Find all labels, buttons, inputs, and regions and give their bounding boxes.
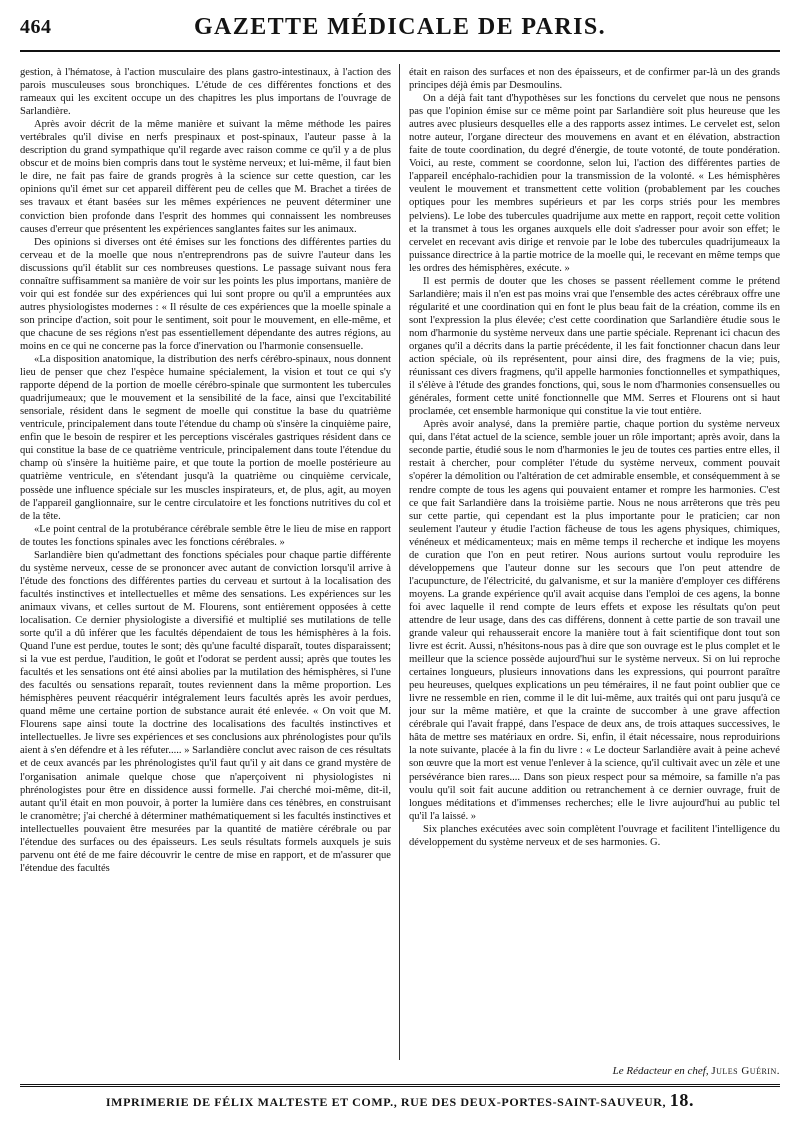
paragraph: Après avoir décrit de la même manière et suivant la même méthode les paires vertébrales qu'il divise en nerfs prespinaux et post-spinaux, l'auteur passe à la description du grand sympathique qu'il regarde avec raison comme ce qu'il y a de plus obscur et de moins bien compris dans tout le système nerveux; et lui-même, il faut bien le dire, ne fait pas faire de grands progrès à la science sur cette question, car les opinions qu'il émet sur cet appareil diffèrent peu de celles que M. Brachet a tirées de ses travaux et étant basées sur les mêmes expériences ne peuvent déterminer une conviction bien profonde dans l'esprit des hommes qui connaissent les nombreuses causes d'erreur que présentent les expériences sanglantes faites sur les animaux. bbox=[20, 119, 391, 235]
page-number: 464 bbox=[20, 16, 52, 38]
paragraph: gestion, à l'hématose, à l'action musculaire des plans gastro-intestinaux, à l'action des parois musculeuses sous bronchiques. L'étude de ces différentes fonctions et des rameaux qui les excitent occupe un des chapitres les plus importans de l'ouvrage de Sarlandière. bbox=[20, 67, 391, 118]
paragraph: Après avoir analysé, dans la première partie, chaque portion du système nerveux qui, dans l'état actuel de la science, semble jouer un rôle important; après avoir, dans la seconde partie, étudié sous le nom d'harmonies le jeu de toutes ces parties entre elles, il restait à chercher, pour compléter l'étude du système nerveux, comment pouvait s'opérer la démolition ou l'altération de cet admirable ensemble, et conséquemment à se rendre compte de tous les agens qui pouvaient entamer et rompre les harmonies. C'est ce que fait Sarlandière dans la troisième partie. Nous ne nous arrêterons que très peu sur cette partie, qui cependant est la plus importante pour le praticien; car non seulement l'auteur y étudie l'action fâcheuse de tous les agens physiques, chimiques, vénéneux et médicamenteux; mais en même temps il recherche et indique les moyens de curation que l'on en peut retirer. Nous aurions surtout voulu reproduire les développemens que l'auteur donne sur les secours que l'on peut attendre de l'acupuncture, de l'électricité, du galvanisme, et sur la manière d'employer ces différens moyens. La grande expérience qu'il avait acquise dans l'emploi de ces agens, la bonne foi avec laquelle il rend compte de leurs effets et expose les résultats qu'on peut attendre de leur usage, dans des cas différens, donnent à cette partie de son travail une grande valeur qui rehausserait encore la manière tout à fait scientifique dont tout son livre est écrit. Aussi, n'hésitons-nous pas à dire que son ouvrage est le plus complet et le meilleur que la science possède aujourd'hui sur le système nerveux. Si on lui reproche certaines longueurs, plusieurs innovations dans les expressions, qui pourront paraître peu heureuses, quelques explications un peu téméraires, il ne faut point oublier que ce livre ne ressemble en rien, comme il le dit lui-même, aux traités qui ont paru jusqu'à ce jour sur la même matière, et que la crainte de succomber à une grave affection cérébrale qui l'avait frappé, dans l'espace de deux ans, de trois attaques successives, le hâta de mettre ses matériaux en ordre. Si, enfin, il était nécessaire, nous reproduirions la note suivante, placée à la fin du livre : « Le docteur Sarlandière avait à peine achevé son œuvre que la mort est venue l'enlever à la science, qu'il cultivait avec un zèle et une persévérance bien rares.... Dans son pieux respect pour sa mémoire, sa famille n'a pas voulu qu'il soit fait aucune addition ou retranchement à ce dernier ouvrage, fruit de longues méditations et d'immenses recherches; elle le livre aujourd'hui au public tel qu'il l'a laissé. » bbox=[409, 419, 780, 822]
page-header bbox=[20, 14, 780, 52]
paragraph: était en raison des surfaces et non des épaisseurs, et de confirmer par-là un des grands principes déjà émis par Desmoulins. bbox=[409, 67, 780, 92]
signature-name: Jules Guérin. bbox=[711, 1065, 780, 1077]
imprint-text: IMPRIMERIE DE FÉLIX MALTESTE ET COMP., RUE DES DEUX-PORTES-SAINT-SAUVEUR, bbox=[105, 1095, 667, 1109]
right-column bbox=[409, 66, 780, 1061]
column-divider bbox=[399, 64, 400, 1060]
paragraph: Six planches exécutées avec soin complètent l'ouvrage et facilitent l'intelligence du développement du système nerveux et de ses harmonies. G. bbox=[409, 823, 780, 848]
paragraph: Sarlandière bien qu'admettant des fonctions spéciales pour chaque partie différente du système nerveux, cesse de se prononcer avec autant de conviction lorsqu'il arrive à l'étude des fonctions des différentes parties du cerveau et surtout à la localisation des facultés instinctives et intellectuelles et même des sensations. Les expériences sur les animaux vivans, et celles surtout de M. Flourens, sont entièrement opposées à cette localisation. Ce dernier physiologiste a diversifié et multiplié ses mutilations de telle sorte qu'il a dû inférer que les facultés dépendaient de tous les hémisphères à la fois. Quand l'une est perdue, toutes le sont; dès qu'une faculté disparaît, toutes disparaissent; si la vue est perdue, l'audition, le goût et l'odorat se perdent aussi; après que toutes les facultés et les sensations ont été ainsi abolies par la mutilation des hémisphères, si l'une des facultés ou sensations reparaît, toutes reviennent dans la même proportion. Les hémisphères peuvent réacquérir intégralement leurs facultés après les avoir perdues, quand même une certaine portion de substance aurait été enlevée. « On voit que M. Flourens sape ainsi toute la doctrine des localisations des facultés instinctives et intellectuelles. Je livre ses expériences et ses conclusions aux phrénologistes pour qu'ils aient à s'en défendre et à les réfuter..... » Sarlandière conclut avec raison de ces résultats et de ceux avancés par les phrénologistes qu'il faut qu'il y ait dans ce grand mystère de l'organisation animale quelque chose que n'aperçoivent ni physiologistes ni phrénologistes pour être en dissidence aussi formelle. J'ai cherché moi-même, dit-il, autant qu'il était en mon pouvoir, à porter la lumière dans ces ténèbres, en construisant le cranomètre; j'ai cherché à déterminer mathématiquement si les facultés instinctives et intellectuelles pouvaient être mesurées par la quantité de matière cérébrale ou par l'étendue des surfaces ou des épaisseurs. Les seuls résultats formels auxquels je suis parvenu ont été de me faire découvrir le centre de mise en rapport, et de m'assurer que l'étendue des facultés bbox=[20, 549, 391, 874]
paragraph: «La disposition anatomique, la distribution des nerfs cérébro-spinaux, nous donnent lieu de penser que chez l'espèce humaine spécialement, la vision et tout ce qui s'y rapporte dépend de la portion de moelle cérébro-spinale que surmontent les tubercules quadrijumeaux; que le mouvement et la sensibilité de la face, ainsi que l'excitabilité sensoriale, résident dans le segment de moelle qui constitue la base du quatrième ventricule, principalement dans toute l'étendue du champ où s'insère la cinquième paire, enfin que le besoin de respirer et les perceptions viscérales gastriques résident dans ce qui constitue la base de ce quatrième ventricule, principalement dans toute l'étendue du champ où s'insère la huitième paire, et que toute la portion de moelle postérieure au quatrième ventricule, en s'étendant jusqu'à la quatrième ou cinquième cervicale, possède une influence spéciale sur les muscles inspirateurs, et, de plus, agit, au moyen de l'appareil ganglionnaire, sur le centre circulatoire et les fonctions nutritives du col et de la tête. bbox=[20, 354, 391, 522]
paragraph: Des opinions si diverses ont été émises sur les fonctions des différentes parties du cerveau et de la moelle que nous n'entreprendrons pas de suivre l'auteur dans les discussions qu'il établit sur ces nombreuses questions. Le passage suivant nous fera connaître suffisamment sa manière de voir sur les points les plus importans, manière de voir qui est fondée sur des expériences qui lui sont propre ou qu'il a empruntées aux autres physiologistes modernes : « Il résulte de ces expériences que la moelle spinale a son principe d'action, soit pour le sentiment, soit pour le mouvement, en elle-même, et que chacune de ses régions n'est pas essentiellement dépendante des autres régions, au moins en ce qui ne concerne pas la force d'inervation ou l'harmonie consensuelle. bbox=[20, 236, 391, 352]
footer-rule bbox=[20, 1084, 780, 1087]
paragraph: On a déjà fait tant d'hypothèses sur les fonctions du cervelet que nous ne pensons pas que l'opinion émise sur ce même point par Sarlandière soit plus heureuse que les autres avec plusieurs desquelles elle a des rapports assez intimes. Le cervelet est, selon notre auteur, l'organe directeur des mouvemens en avant et en élévation, abstraction faite de toute coordination, du degré d'énergie, de toute votonté, de toute pondération. Voici, au reste, comment se coordonne, selon lui, l'action des différentes parties de l'appareil encéphalo-rachidien pour la transmission de la volonté. « Les hémisphères veulent le mouvement et transmettent cette volition (probablement par les couches optiques pour les membres supérieurs et par les corps striés pour les membres pelviens). Le lobe des tubercules quadrijume aux mette en rapport, reçoit cette volition et la transmet à tous les organes auxquels elle doit s'adresser pour avoir son effet; le cervelet en recevant avis dirige et renvoie par le lobe des tubercules quadrijumeaux la puissance directrice à la partie motrice de la moelle qui, le recevant en même temps que les ordres des hémisphères, exécute. » bbox=[409, 93, 780, 274]
signature-role: Le Rédacteur en chef, bbox=[612, 1065, 709, 1077]
editor-signature bbox=[20, 1065, 780, 1077]
imprint-number: 18. bbox=[669, 1090, 695, 1110]
paragraph: Il est permis de douter que les choses se passent réellement comme le prétend Sarlandière; mais il n'en est pas moins vrai que l'ensemble des actes cérébraux offre une régularité et une coordination qui en font le plus beau fait de la création, comme ils en sont l'expression la plus élevée; c'est cette coordination que Sarlandière étudie sous le nom d'harmonie du système nerveux dans une partie spéciale. Reprenant ici chacun des organes qu'il a décrits dans la partie précédente, il les fait fonctionner chacun dans leur action spéciale, où ils représentent, pour ainsi dire, des fragmens de la vie; puis, réunissant ces divers fragmens, qu'il appelle harmonies fonctionnelles et sympathiques, il s'élève à l'étude des grandes fonctions, qui, sous le nom d'harmonies consensuelles ou générales, forment cette unité fonctionnelle que MM. Serres et Flourens ont si haut proclamée, cet ensemble harmonique qui constitue la vie tout entière. bbox=[409, 275, 780, 418]
journal-title: GAZETTE MÉDICALE DE PARIS. bbox=[193, 14, 607, 40]
paragraph: «Le point central de la protubérance cérébrale semble être le lieu de mise en rapport de toutes les fonctions spinales avec les fonctions cérébrales. » bbox=[20, 523, 391, 548]
printer-imprint bbox=[20, 1090, 780, 1111]
left-column bbox=[20, 66, 391, 1061]
